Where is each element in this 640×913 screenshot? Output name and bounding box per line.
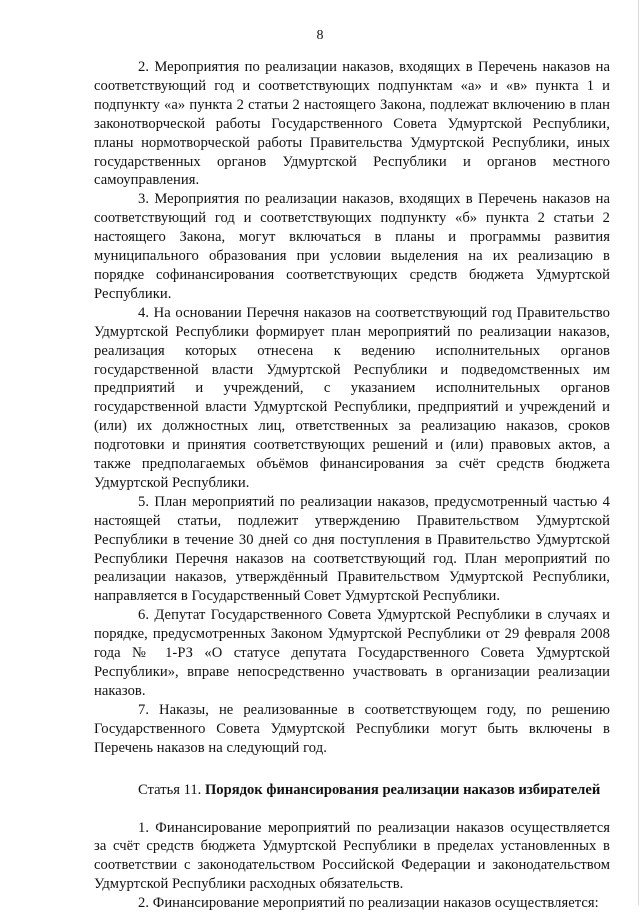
financing-paragraph-1: 1. Финансирование мероприятий по реализации наказов осуществляется за счёт средств бюджета Удмуртской Республики в пределах установленных в соответствии с законодательством Российской Федерации и законодательством Удмуртской Республики расходных обязательств. [94, 819, 610, 893]
page-number: 8 [316, 28, 324, 43]
paragraph-7: 7. Наказы, не реализованные в соответствующем году, по решению Государственного Совета Удмуртской Республики могут быть включены в Перечень наказов на следующий год. [94, 701, 610, 756]
paragraph-2: 2. Мероприятия по реализации наказов, входящих в Перечень наказов на соответствующий год и соответствующих подпунктам «а» и «в» пункта 1 и подпункту «а» пункта 2 статьи 2 настоящего Закона, подлежат включению в план законотворческой работы Государственного Совета Удмуртской Республики, планы нормотворческой работы Правительства Удмуртской Республики, иных государственных органов Удмуртской Республики и органов местного самоуправления. [94, 59, 610, 189]
paragraphs-top [94, 58, 610, 758]
article-title: Порядок финансирования реализации наказов избирателей [204, 781, 601, 798]
page-edge-divider [638, 0, 639, 905]
article-heading [94, 781, 610, 800]
paragraphs-bottom [94, 819, 610, 913]
paragraph-5: 5. План мероприятий по реализации наказов, предусмотренный частью 4 настоящей статьи, подлежит утверждению Правительством Удмуртской Республики в течение 30 дней со дня поступления в Правительство Удмуртской Республики Перечня наказов на соответствующий год. План мероприятий по реализации наказов, утверждённый Правительством Удмуртской Республики, направляется в Государственный Совет Удмуртской Республики. [94, 493, 610, 605]
paragraph-6: 6. Депутат Государственного Совета Удмуртской Республики в случаях и порядке, предусмотренных Законом Удмуртской Республики от 29 февраля 2008 года № 1-РЗ «О статусе депутата Государственного Совета Удмуртской Республики», вправе непосредственно участвовать в организации реализации наказов. [94, 607, 610, 699]
financing-paragraph-2: 2. Финансирование мероприятий по реализации наказов осуществляется: [138, 895, 599, 912]
paragraph-3: 3. Мероприятия по реализации наказов, входящих в Перечень наказов на соответствующий год и соответствующих подпункту «б» пункта 2 статьи 2 настоящего Закона, могут включаться в планы и программы развития муниципального образования при условии выделения на их реализацию в порядке софинансирования соответствующих средств бюджета Удмуртской Республики. [94, 191, 610, 302]
paragraph-4: 4. На основании Перечня наказов на соответствующий год Правительство Удмуртской Республики формирует план мероприятий по реализации наказов, реализация которых отнесена к ведению исполнительных органов государственной власти Удмуртской Республики и подведомственных им предприятий и учреждений, с указанием исполнительных органов государственной власти Удмуртской Республики, предприятий и учреждений и (или) их должностных лиц, ответственных за реализацию наказов, сроков подготовки и принятия соответствующих решений и (или) правовых актов, а также предполагаемых объёмов финансирования за счёт средств бюджета Удмуртской Республики. [94, 304, 610, 491]
article-prefix: Статья 11. [138, 781, 202, 798]
